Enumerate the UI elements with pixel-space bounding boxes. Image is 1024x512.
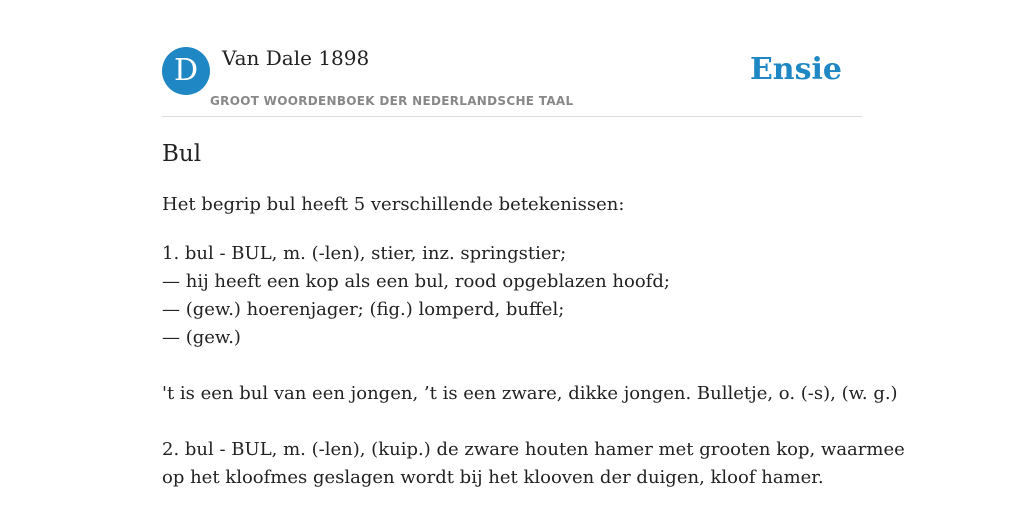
definition-line: 1. bul - BUL, m. (-len), stier, inz. springstier; <box>162 243 567 264</box>
definition-line: op het kloofmes geslagen wordt bij het klooven der duigen, kloof hamer. <box>162 467 824 488</box>
dictionary-title[interactable]: Van Dale 1898 <box>222 46 370 70</box>
definition-line: — (gew.) hoerenjager; (fig.) lomperd, buffel; <box>162 299 565 320</box>
definition-line: — (gew.) <box>162 327 241 348</box>
definition-line: 2. bul - BUL, m. (-len), (kuip.) de zware houten hamer met grooten kop, waarmee <box>162 439 905 460</box>
dictionary-header <box>162 0 862 117</box>
page-container <box>162 0 905 512</box>
definition-blank-line <box>162 408 862 436</box>
entry-intro: Het begrip bul heeft 5 verschillende betekenissen: <box>162 194 625 215</box>
brand-logo[interactable]: Ensie <box>749 52 842 87</box>
definition-blank-line <box>162 352 862 380</box>
dictionary-avatar[interactable]: D <box>162 47 210 95</box>
entry-definition <box>162 240 905 492</box>
definition-line: — hij heeft een kop als een bul, rood opgeblazen hoofd; <box>162 271 670 292</box>
definition-line: 't is een bul van een jongen, ’t is een zware, dikke jongen. Bulletje, o. (-s), (w. g.) <box>162 383 898 404</box>
dictionary-subtitle: GROOT WOORDENBOEK DER NEDERLANDSCHE TAAL <box>210 94 574 108</box>
entry-word-title: Bul <box>162 141 202 167</box>
